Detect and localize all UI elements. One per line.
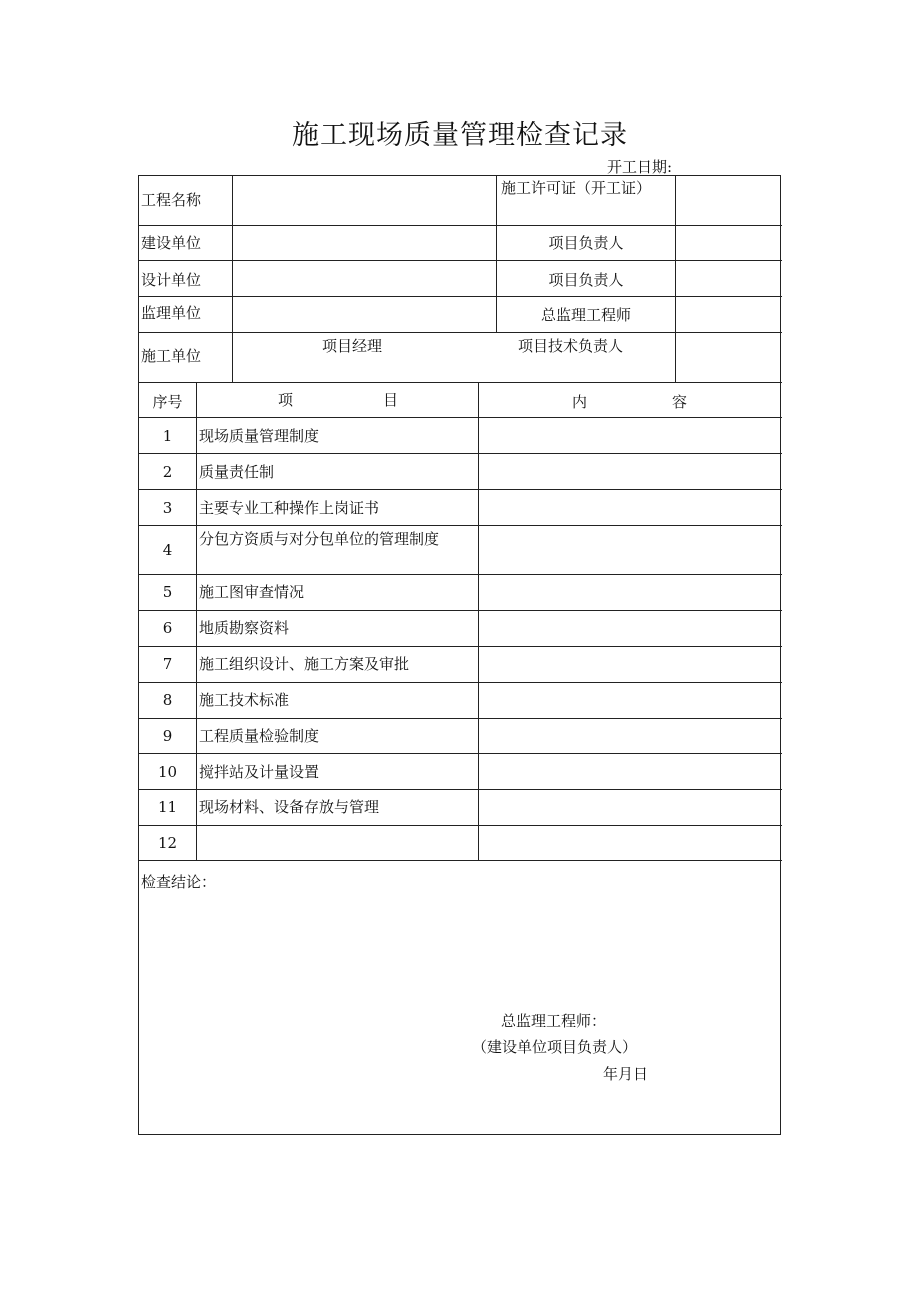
row-divider [139,296,782,297]
row-number: 1 [162,427,173,445]
col-divider [196,382,197,860]
row-item: 质量责任制 [199,463,275,481]
permit-label: 施工许可证（开工证） [501,179,652,197]
row-divider [139,789,782,790]
row-item: 搅拌站及计量设置 [199,763,320,781]
row-number: 2 [162,463,173,481]
col-content-header: 容 [672,393,688,411]
supervision-unit-label: 监理单位 [141,304,202,322]
row-divider [139,453,782,454]
row-number: 6 [162,619,173,637]
row-divider [139,489,782,490]
chief-supervisor-signature: 总监理工程师： [501,1012,607,1030]
row-item: 施工技术标准 [199,691,290,709]
row-item: 施工图审查情况 [199,583,305,601]
row-number: 3 [162,499,173,517]
col-item-header: 项 [278,391,294,409]
row-number: 4 [162,541,173,559]
conclusion-label: 检查结论： [141,873,217,891]
row-divider [139,646,782,647]
chief-supervisor-label: 总监理工程师 [540,306,631,324]
row-divider [139,574,782,575]
row-number: 5 [162,583,173,601]
row-number: 10 [157,763,178,781]
row-divider [139,860,782,861]
col-seq-header: 序号 [152,393,183,411]
project-manager-label: 项目经理 [322,337,383,355]
col-content-header: 内 [572,393,588,411]
start-date-label: 开工日期: [607,158,673,176]
row-item: 现场材料、设备存放与管理 [199,798,380,816]
col-divider [478,382,479,860]
row-divider [139,225,782,226]
row-number: 9 [162,727,173,745]
row-divider [139,825,782,826]
project-leader-label: 项目负责人 [548,234,624,252]
date-label: 年月日 [603,1065,649,1083]
design-unit-label: 设计单位 [141,271,202,289]
row-divider [139,682,782,683]
inspection-form [138,175,781,1135]
row-number: 12 [157,834,178,852]
row-item: 工程质量检验制度 [199,727,320,745]
row-divider [139,753,782,754]
row-divider [139,332,782,333]
contractor-label: 施工单位 [141,347,202,365]
row-item: 分包方资质与对分包单位的管理制度 [199,530,440,548]
project-name-label: 工程名称 [141,191,202,209]
row-item: 地质勘察资料 [199,619,290,637]
row-item: 主要专业工种操作上岗证书 [199,499,380,517]
project-leader-label: 项目负责人 [548,271,624,289]
page-title: 施工现场质量管理检查记录 [292,120,628,151]
technical-leader-label: 项目技术负责人 [518,337,624,355]
row-item: 现场质量管理制度 [199,427,320,445]
row-divider [139,382,782,383]
row-item: 施工组织设计、施工方案及审批 [199,655,410,673]
row-divider [139,260,782,261]
col-divider [675,176,676,382]
col-item-header: 目 [383,391,399,409]
row-number: 8 [162,691,173,709]
construction-unit-label: 建设单位 [141,234,202,252]
row-divider [139,525,782,526]
row-number: 7 [162,655,173,673]
owner-representative-label: （建设单位项目负责人） [472,1038,638,1056]
row-number: 11 [157,798,178,816]
row-divider [139,417,782,418]
row-divider [139,610,782,611]
col-divider [232,176,233,382]
row-divider [139,718,782,719]
